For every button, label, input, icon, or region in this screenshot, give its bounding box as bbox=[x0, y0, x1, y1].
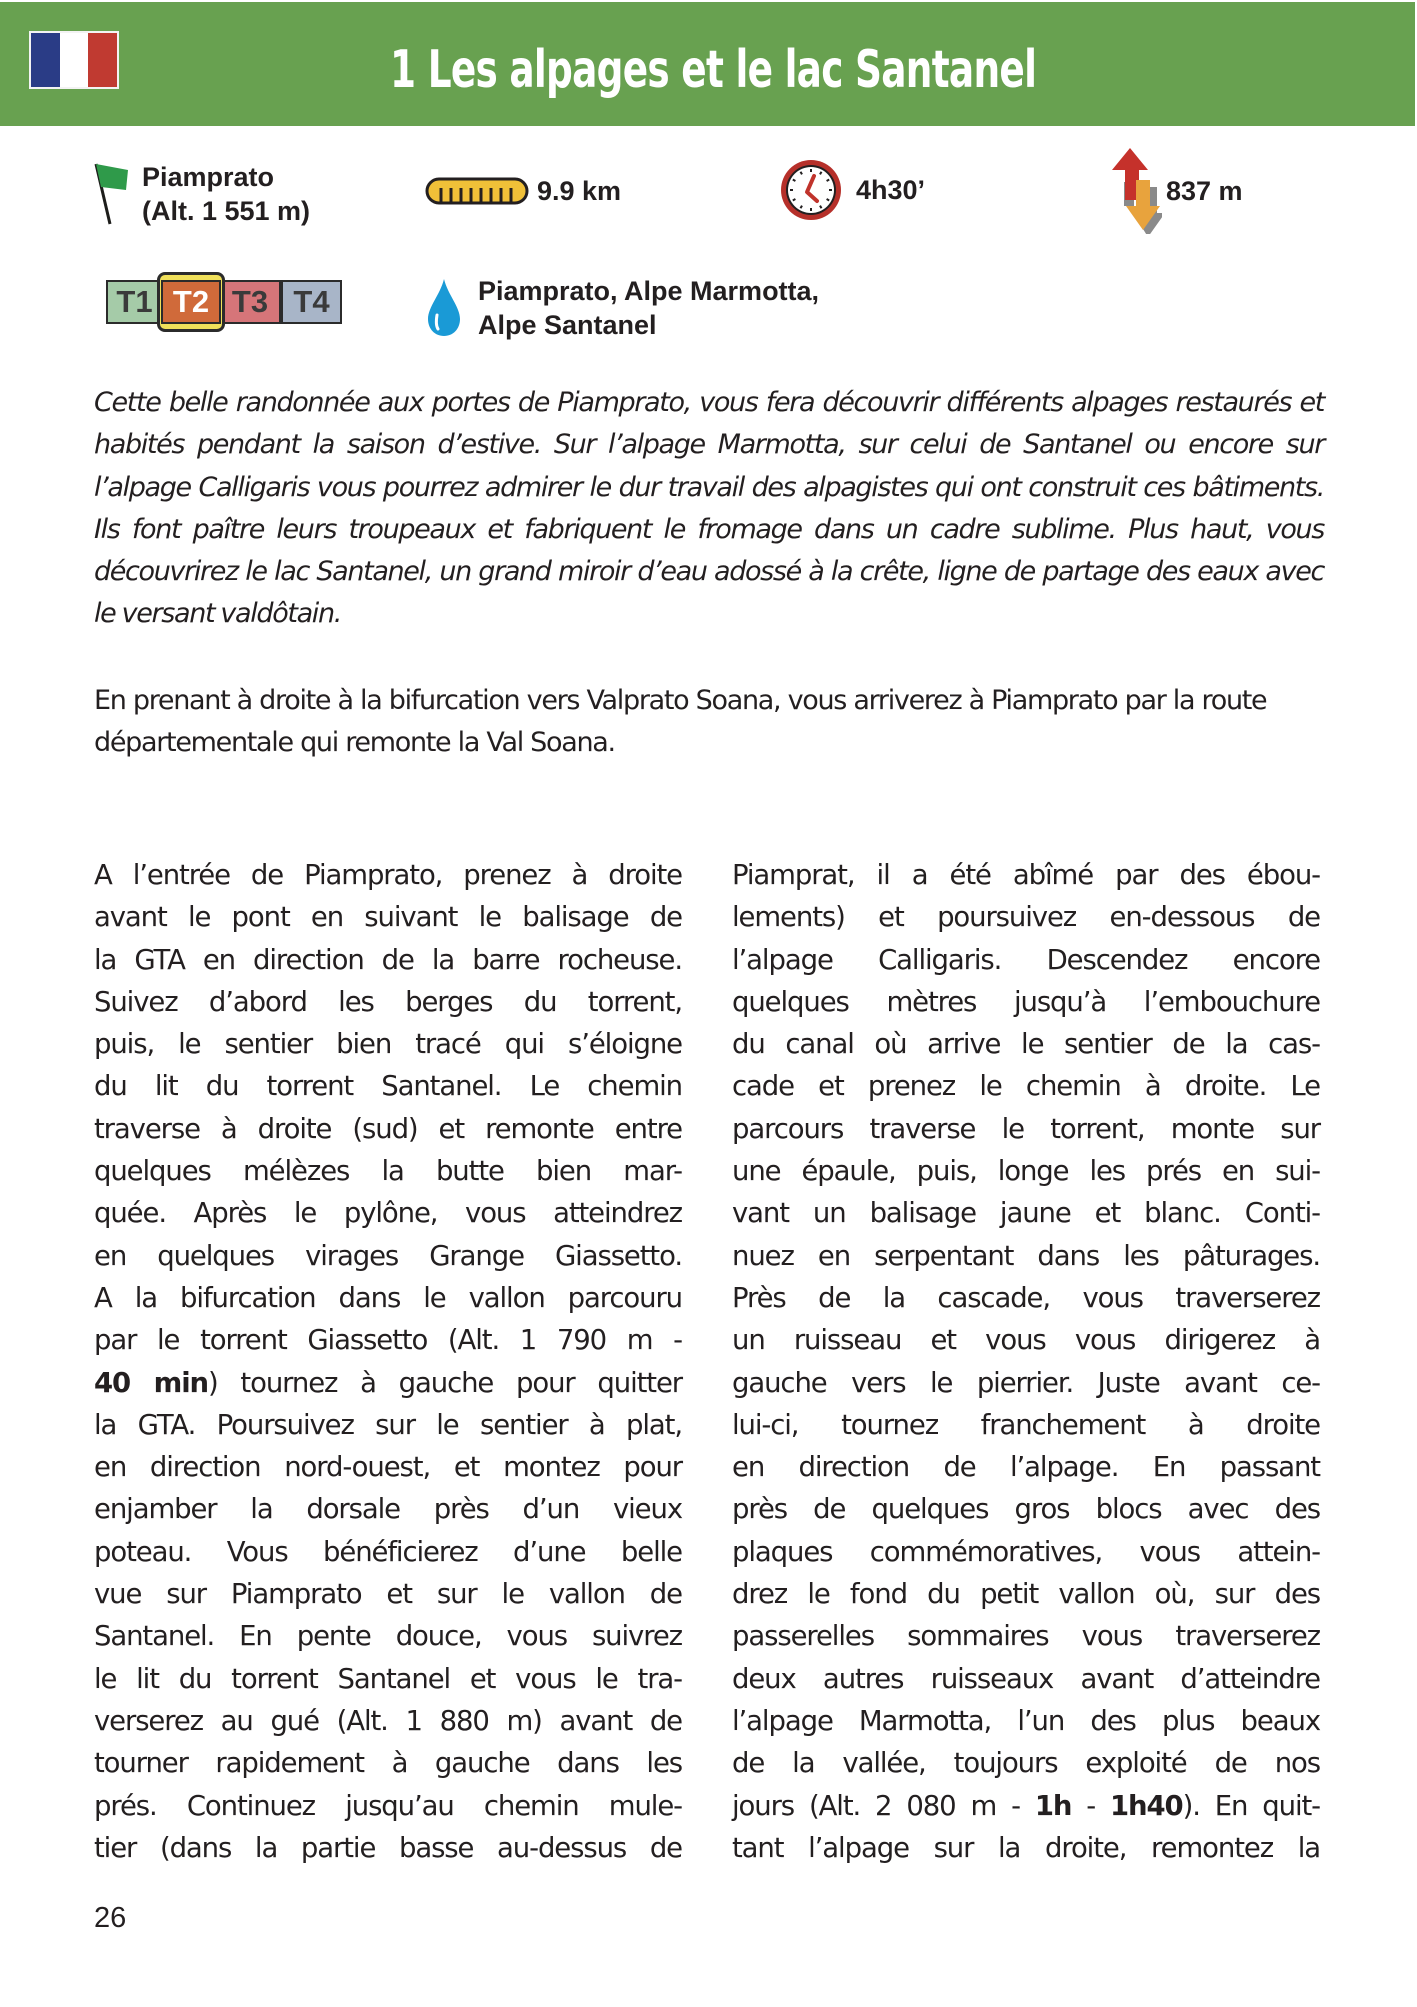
water-points-info bbox=[426, 274, 819, 342]
body-text-line: de la vallée, toujours exploité de nos bbox=[732, 1747, 1320, 1780]
body-text-line: l’alpage Marmotta, l’un des plus beaux bbox=[732, 1704, 1320, 1737]
body-text-line: A la bifurcation dans le vallon parcouru bbox=[94, 1281, 682, 1314]
body-text-line: lui-ci, tournez franchement à droite bbox=[732, 1408, 1320, 1441]
body-text-line: vant un balisage jaune et blanc. Conti- bbox=[732, 1197, 1320, 1230]
difficulty-scale bbox=[106, 272, 342, 332]
body-text-line: en quelques virages Grange Giassetto. bbox=[94, 1239, 682, 1272]
body-text-line: une épaule, puis, longe les prés en sui- bbox=[732, 1155, 1320, 1188]
start-location: Piamprato bbox=[142, 162, 275, 192]
body-text-line: tant l’alpage sur la droite, remontez la bbox=[732, 1831, 1320, 1864]
body-text-line: l’alpage Calligaris. Descendez encore bbox=[732, 943, 1320, 976]
start-altitude: (Alt. 1 551 m) bbox=[142, 196, 311, 226]
difficulty-t3: T3 bbox=[221, 280, 281, 324]
body-text-line: A l’entrée de Piamprato, prenez à droite bbox=[94, 859, 682, 891]
intro-paragraph: Cette belle randonnée aux portes de Piamprato, vous fera découvrir différents alpages restaurés et habités pendant la saison d’estive. Sur l’alpage Marmotta, sur celui de Santanel ou encore sur l’alpage Calligaris vous pourrez admirer le dur travail des alpagistes qui ont construit ces bâtiments. Ils font paître leurs troupeaux et fabriquent le fromage dans un cadre sublime. Plus haut, vous découvrirez le lac Santanel, un grand miroir d’eau adossé à la crête, ligne de partage des eaux avec le versant valdôtain. bbox=[94, 387, 1324, 630]
body-text-line: cade et prenez le chemin à droite. Le bbox=[732, 1070, 1320, 1103]
body-text-line: passerelles sommaires vous traverserez bbox=[732, 1620, 1320, 1653]
ruler-icon bbox=[425, 176, 529, 206]
difficulty-t4: T4 bbox=[281, 280, 342, 324]
water-points-line2: Alpe Santanel bbox=[478, 310, 657, 340]
green-flag-icon bbox=[92, 160, 132, 228]
clock-icon bbox=[778, 157, 844, 223]
body-text-line: jours (Alt. 2 080 m - 1h - 1h40). En quit- bbox=[732, 1789, 1321, 1822]
distance-info bbox=[425, 174, 621, 208]
bold-time-marker: 1h bbox=[1034, 1789, 1072, 1822]
up-down-arrows-icon bbox=[1110, 148, 1162, 234]
access-paragraph: En prenant à droite à la bifurcation vers Valprato Soana, vous arriverez à Piamprato par la route départementale qui remonte la Val Soana. bbox=[94, 685, 1267, 759]
page-number: 26 bbox=[94, 1902, 127, 1934]
body-text-line: Santanel. En pente douce, vous suivrez bbox=[94, 1620, 682, 1653]
body-text-line: du lit du torrent Santanel. Le chemin bbox=[94, 1070, 682, 1103]
water-points-line1: Piamprato, Alpe Marmotta, bbox=[478, 276, 820, 306]
body-text-line: le lit du torrent Santanel et vous le tra- bbox=[94, 1662, 682, 1695]
body-text-line: tier (dans la partie basse au-dessus de bbox=[94, 1831, 682, 1864]
body-text-line: avant le pont en suivant le balisage de bbox=[94, 901, 682, 934]
body-text-line: quée. Après le pylône, vous atteindrez bbox=[94, 1197, 682, 1230]
body-text-line: tourner rapidement à gauche dans les bbox=[94, 1747, 682, 1780]
body-text-line: quelques mètres jusqu’à l’embouchure bbox=[732, 985, 1320, 1018]
body-text-line: par le torrent Giassetto (Alt. 1 790 m - bbox=[94, 1324, 682, 1357]
body-text-line: en direction nord-ouest, et montez pour bbox=[94, 1451, 682, 1484]
body-text-line: un ruisseau et vous vous dirigerez à bbox=[732, 1324, 1320, 1357]
start-point-info bbox=[92, 160, 310, 228]
body-text-line: gauche vers le pierrier. Juste avant ce- bbox=[732, 1366, 1320, 1399]
body-text-line: vue sur Piamprato et sur le vallon de bbox=[94, 1578, 682, 1611]
body-text-line: traverse à droite (sud) et remonte entre bbox=[94, 1112, 682, 1145]
body-text-line: Piamprat, il a été abîmé par des ébou- bbox=[732, 859, 1320, 891]
body-text-line: parcours traverse le torrent, monte sur bbox=[732, 1112, 1320, 1145]
body-text-line: puis, le sentier bien tracé qui s’éloigne bbox=[94, 1028, 682, 1061]
body-text-line: drez le fond du petit vallon où, sur des bbox=[732, 1578, 1320, 1611]
elevation-value: 837 m bbox=[1166, 176, 1243, 206]
elevation-info bbox=[1110, 148, 1243, 234]
body-text-line: enjamber la dorsale près d’un vieux bbox=[94, 1493, 682, 1526]
body-text-line: 40 min) tournez à gauche pour quitter bbox=[94, 1366, 682, 1399]
difficulty-t2-selected: T2 bbox=[161, 280, 221, 324]
bold-time-marker: 1h40 bbox=[1109, 1789, 1183, 1822]
difficulty-t1: T1 bbox=[106, 280, 161, 324]
page-title: 1 Les alpages et le lac Santanel bbox=[390, 40, 1037, 100]
body-text-line: en direction de l’alpage. En passant bbox=[732, 1451, 1320, 1484]
body-text-line: la GTA en direction de la barre rocheuse. bbox=[94, 943, 682, 976]
body-text-line: quelques mélèzes la butte bien mar- bbox=[94, 1155, 682, 1188]
body-text-line: plaques commémoratives, vous attein- bbox=[732, 1535, 1320, 1568]
body-column-right bbox=[732, 854, 1320, 1869]
body-text-line: poteau. Vous bénéficierez d’une belle bbox=[94, 1535, 682, 1568]
body-text-line: nuez en serpentant dans les pâturages. bbox=[732, 1239, 1320, 1272]
water-drop-icon bbox=[426, 279, 462, 337]
body-text-line: deux autres ruisseaux avant d’atteindre bbox=[732, 1662, 1320, 1695]
bold-time-marker: 40 min bbox=[94, 1366, 209, 1399]
distance-value: 9.9 km bbox=[537, 176, 622, 206]
body-text-line: près de quelques gros blocs avec des bbox=[732, 1493, 1320, 1526]
duration-value: 4h30’ bbox=[856, 175, 926, 205]
body-text-line: la GTA. Poursuivez sur le sentier à plat, bbox=[94, 1408, 682, 1441]
body-column-left bbox=[94, 854, 682, 1869]
france-flag-icon bbox=[29, 31, 119, 89]
body-text-line: prés. Continuez jusqu’au chemin mule- bbox=[94, 1789, 682, 1822]
body-text-line: Suivez d’abord les berges du torrent, bbox=[94, 985, 682, 1018]
body-text-line: lements) et poursuivez en-dessous de bbox=[732, 901, 1320, 934]
body-text-line: Près de la cascade, vous traverserez bbox=[732, 1281, 1320, 1314]
body-text-line: du canal où arrive le sentier de la cas- bbox=[732, 1028, 1320, 1061]
body-text-line: verserez au gué (Alt. 1 880 m) avant de bbox=[94, 1704, 682, 1737]
duration-info bbox=[778, 157, 925, 223]
